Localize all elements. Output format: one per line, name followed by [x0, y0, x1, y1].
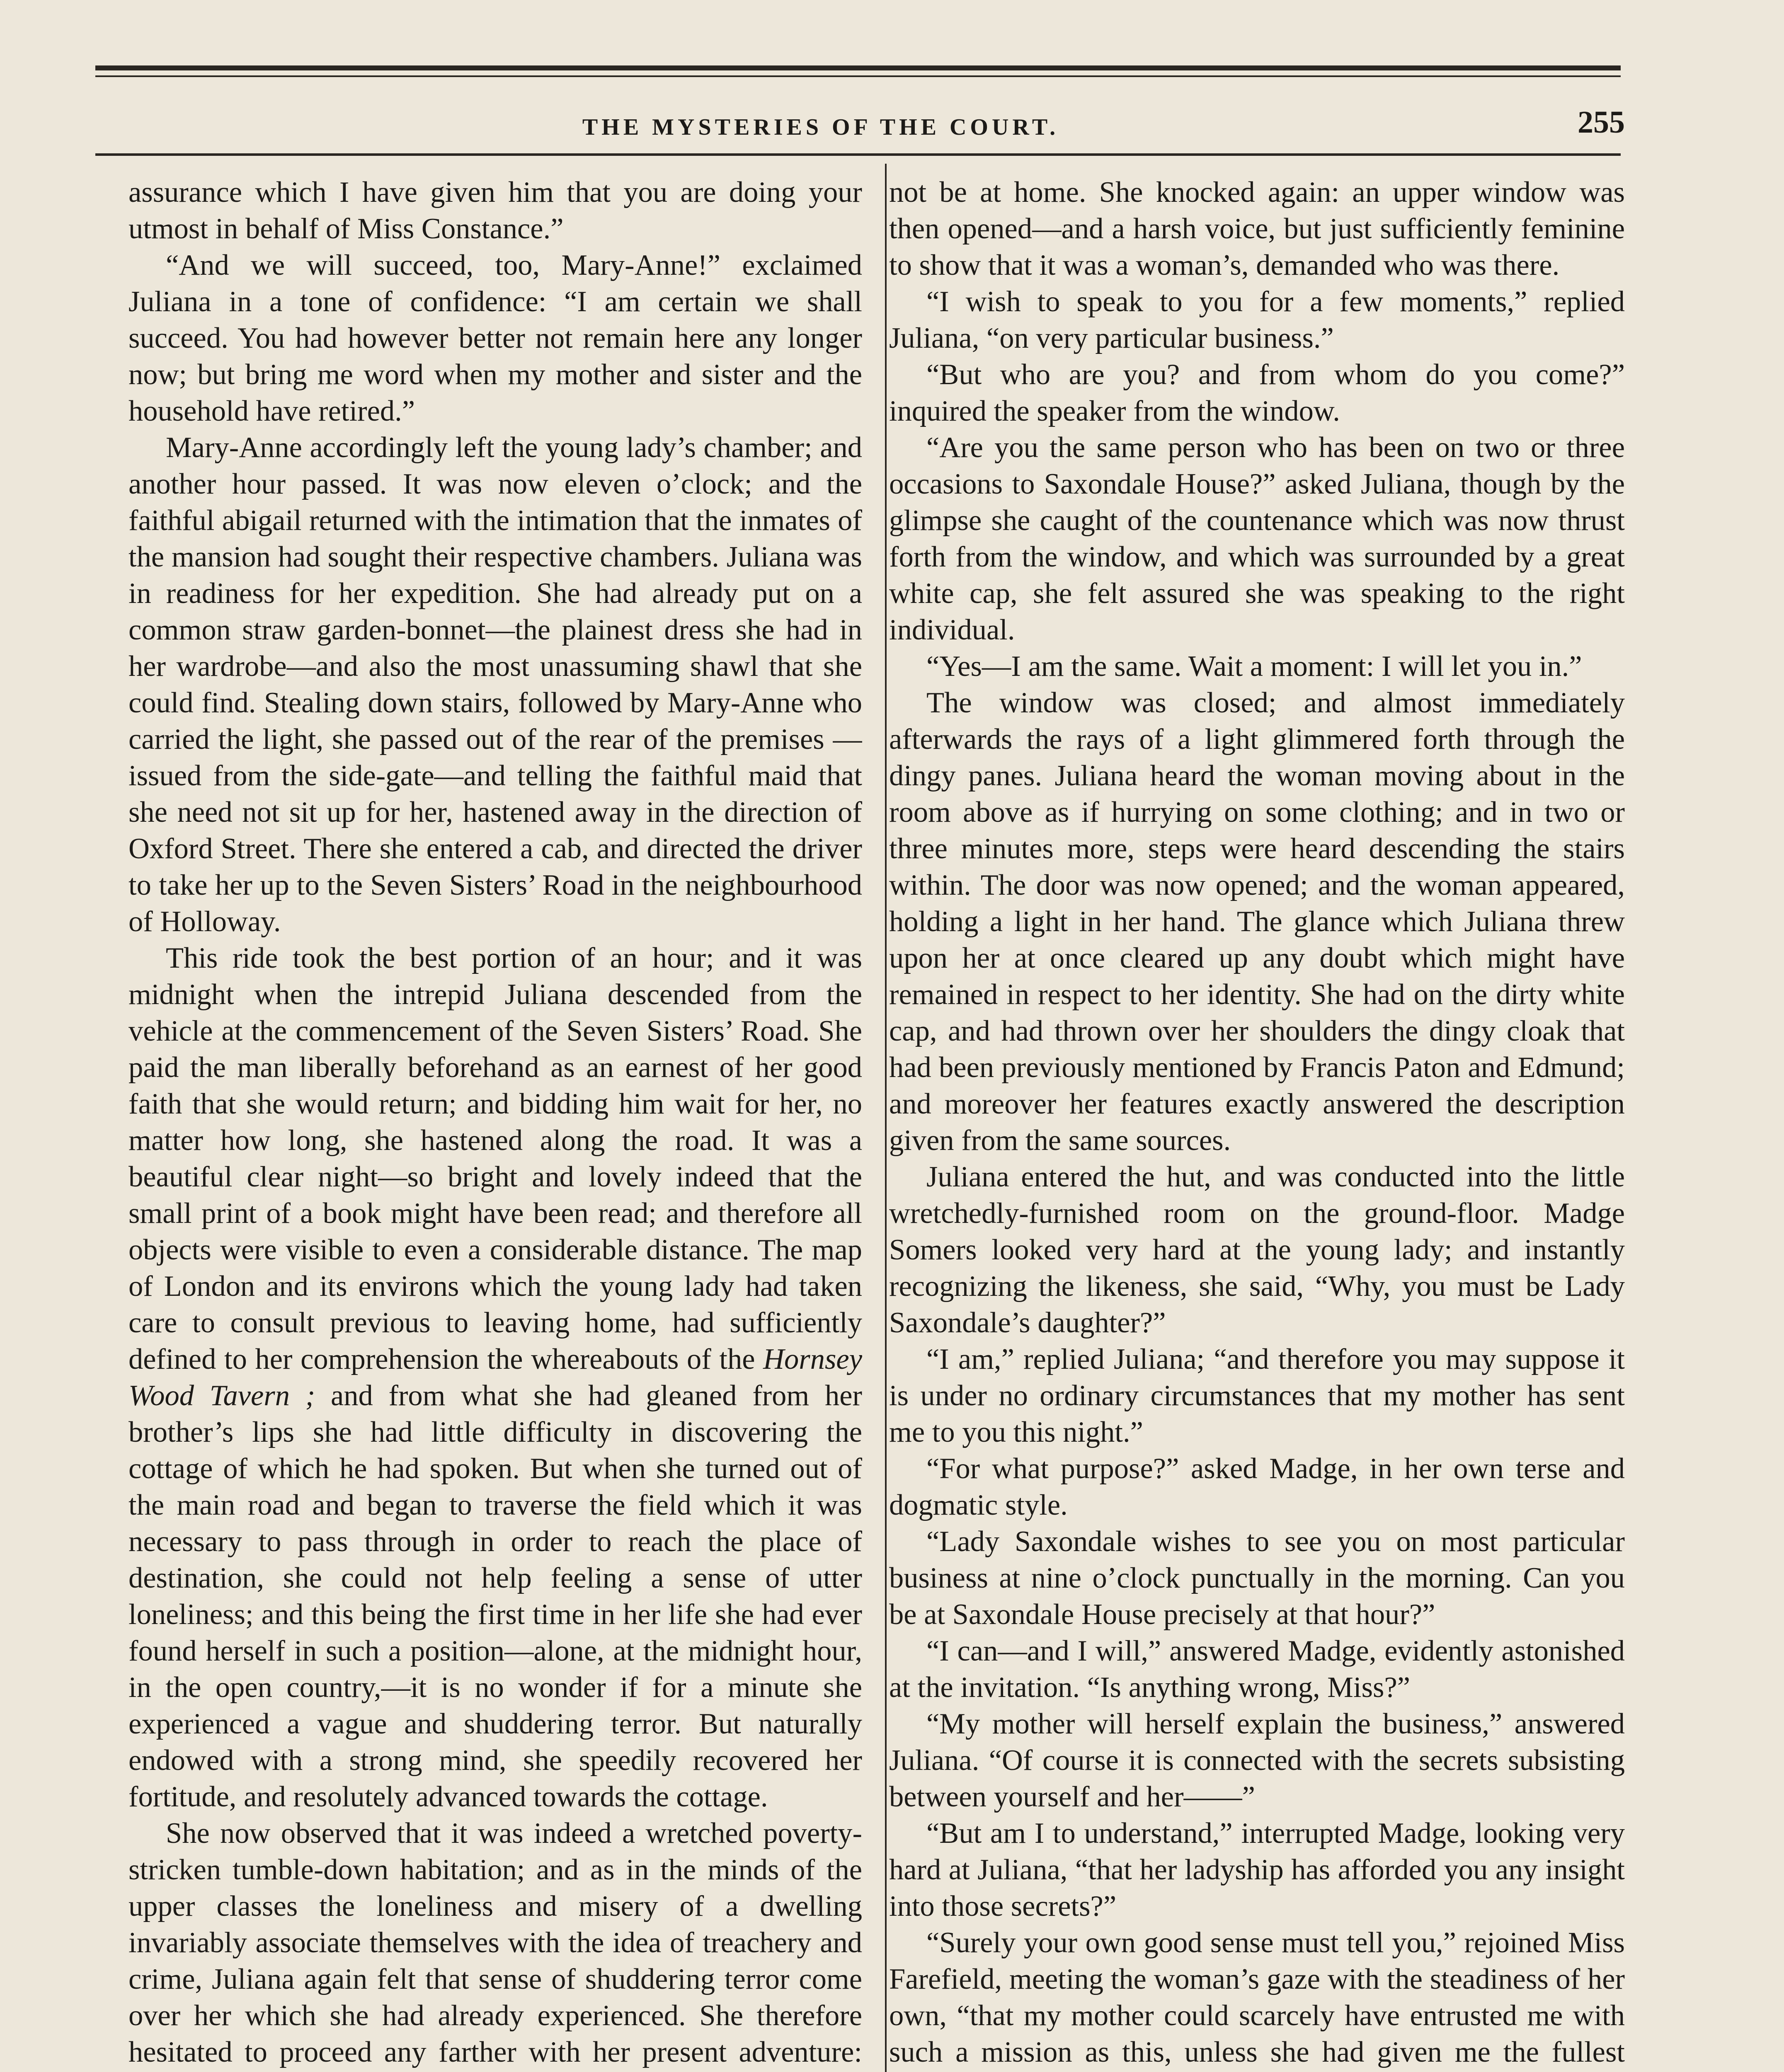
paragraph-text: “For what purpose?” asked Madge, in her own terse and dogmatic style. [889, 1452, 1625, 1521]
top-border-rule [95, 65, 1621, 70]
paragraph-text: Juliana entered the hut, and was conducted into the little wretchedly-furnished room on the ground-floor. Madge Somers looked very hard at the young lady; and instantly recognizing the likeness, she said, “Why, you must be Lady Saxondale’s daughter?” [889, 1161, 1625, 1339]
paragraph-text: “I am,” replied Juliana; “and therefore you may suppose it is under no ordinary circumstances that my mother has sent me to you this night.” [889, 1343, 1625, 1448]
paragraph-text: and from what she had gleaned from her brother’s lips she had little difficulty in discovering the cottage of which he had spoken. But when she turned out of the main road and began to traverse the field which it was necessary to pass through in order to reach the place of destination, she could not help feeling a sense of utter loneliness; and this being the first time in her life she had ever found herself in such a position—alone, at the midnight hour, in the open country,—it is no wonder if for a minute she experienced a vague and shuddering terror. But naturally endowed with a strong mind, she speedily recovered her fortitude, and resolutely advanced towards the cottage. [128, 1380, 862, 1813]
paragraph-text: “I wish to speak to you for a few moments,” replied Juliana, “on very particular business.” [889, 286, 1625, 354]
paragraph [889, 174, 1625, 283]
paragraph [889, 1159, 1625, 1341]
paragraph [889, 1450, 1625, 1523]
paragraph [889, 1523, 1625, 1633]
paragraph-text: “Lady Saxondale wishes to see you on most particular business at nine o’clock punctually in the morning. Can you be at Saxondale House precisely at that hour?” [889, 1525, 1625, 1631]
left-text-column [128, 174, 862, 2072]
right-text-column [889, 174, 1625, 2072]
italic-text: Hornsey Wood Tavern ; [128, 1343, 862, 1412]
header-rule [95, 153, 1621, 156]
paragraph-text: “Are you the same person who has been on two or three occasions to Saxondale House?” asked Juliana, though by the glimpse she caught of the countenance which was now thrust forth from the window, and which was surrounded by a great white cap, she felt assured she was speaking to the right individual. [889, 431, 1625, 646]
top-border-rule-thin [95, 75, 1621, 77]
paragraph-text: This ride took the best portion of an hour; and it was midnight when the intrepid Juliana descended from the vehicle at the commencement of the Seven Sisters’ Road. She paid the man liberally beforehand as an earnest of her good faith that she would return; and bidding him wait for her, no matter how long, she hastened along the road. It was a beautiful clear night—so bright and lovely indeed that the small print of a book might have been read; and therefore all objects were visible to even a considerable distance. The map of London and its environs which the young lady had taken care to consult previous to leaving home, had sufficiently defined to her comprehension the whereabouts of the [128, 942, 862, 1375]
column-divider [885, 164, 887, 2072]
paragraph [889, 1706, 1625, 1815]
paragraph [889, 1815, 1625, 1924]
paragraph-text: “Surely your own good sense must tell you,” rejoined Miss Farefield, meeting the woman’s gaze with the steadiness of her own, “that my mother could scarcely have entrusted me with such a mission as this, unless she had given me the fullest [889, 1927, 1625, 2068]
paragraph-text: “My mother will herself explain the business,” answered Juliana. “Of course it is connected with the secrets subsisting between yourself and her——” [889, 1708, 1625, 1813]
running-title: THE MYSTERIES OF THE COURT. [582, 114, 1059, 140]
paragraph [128, 174, 862, 247]
paragraph-text: “Yes—I am the same. Wait a moment: I will let you in.” [926, 650, 1582, 683]
paragraph-text: “And we will succeed, too, Mary-Anne!” exclaimed Juliana in a tone of confidence: “I am certain we shall succeed. You had however better not remain here any longer now; but bring me word when my mother and sister and the household have retired.” [128, 249, 862, 427]
paragraph [889, 1924, 1625, 2072]
paragraph [889, 1341, 1625, 1450]
paragraph [128, 1815, 862, 2072]
paragraph-text: “I can—and I will,” answered Madge, evidently astonished at the invitation. “Is anything wrong, Miss?” [889, 1635, 1625, 1704]
paragraph-text: She now observed that it was indeed a wretched poverty-stricken tumble-down habitation; and as in the minds of the upper classes the loneliness and misery of a dwelling invariably associate themselves with the idea of treachery and crime, Juliana again felt that sense of shuddering terror come over her which she had already experienced. She therefore hesitated to proceed any farther with her present adventure: [128, 1817, 862, 2068]
paragraph-text: assurance which I have given him that you are doing your utmost in behalf of Miss Constance.” [128, 176, 862, 245]
paragraph [889, 283, 1625, 356]
paragraph [128, 429, 862, 940]
paragraph [889, 356, 1625, 429]
paragraph [889, 1633, 1625, 1706]
paragraph [889, 685, 1625, 1159]
paragraph [889, 429, 1625, 648]
paragraph-text: Mary-Anne accordingly left the young lady’s chamber; and another hour passed. It was now eleven o’clock; and the faithful abigail returned with the intimation that the inmates of the mansion had sought their respective chambers. Juliana was in readiness for her expedition. She had already put on a common straw garden-bonnet—the plainest dress she had in her wardrobe—and also the most unassuming shawl that she could find. Stealing down stairs, followed by Mary-Anne who carried the light, she passed out of the rear of the premises —issued from the side-gate—and telling the faithful maid that she need not sit up for her, hastened away in the direction of Oxford Street. There she entered a cab, and directed the driver to take her up to the Seven Sisters’ Road in the neighbourhood of Holloway. [128, 431, 862, 938]
paragraph-text: “But who are you? and from whom do you come?” inquired the speaker from the window. [889, 358, 1625, 427]
paragraph [128, 247, 862, 429]
page-number: 255 [1578, 105, 1625, 140]
paragraph [889, 648, 1625, 685]
paragraph-text: not be at home. She knocked again: an upper window was then opened—and a harsh voice, but just sufficiently feminine to show that it was a woman’s, demanded who was there. [889, 176, 1625, 281]
paragraph-text: “But am I to understand,” interrupted Madge, looking very hard at Juliana, “that her ladyship has afforded you any insight into those secrets?” [889, 1817, 1625, 1922]
paragraph [128, 940, 862, 1815]
paragraph-text: The window was closed; and almost immediately afterwards the rays of a light glimmered forth through the dingy panes. Juliana heard the woman moving about in the room above as if hurrying on some clothing; and in two or three minutes more, steps were heard descending the stairs within. The door was now opened; and the woman appeared, holding a light in her hand. The glance which Juliana threw upon her at once cleared up any doubt which might have remained in respect to her identity. She had on the dirty white cap, and had thrown over her shoulders the dingy cloak that had been previously mentioned by Francis Paton and Edmund; and moreover her features exactly answered the description given from the same sources. [889, 687, 1625, 1157]
